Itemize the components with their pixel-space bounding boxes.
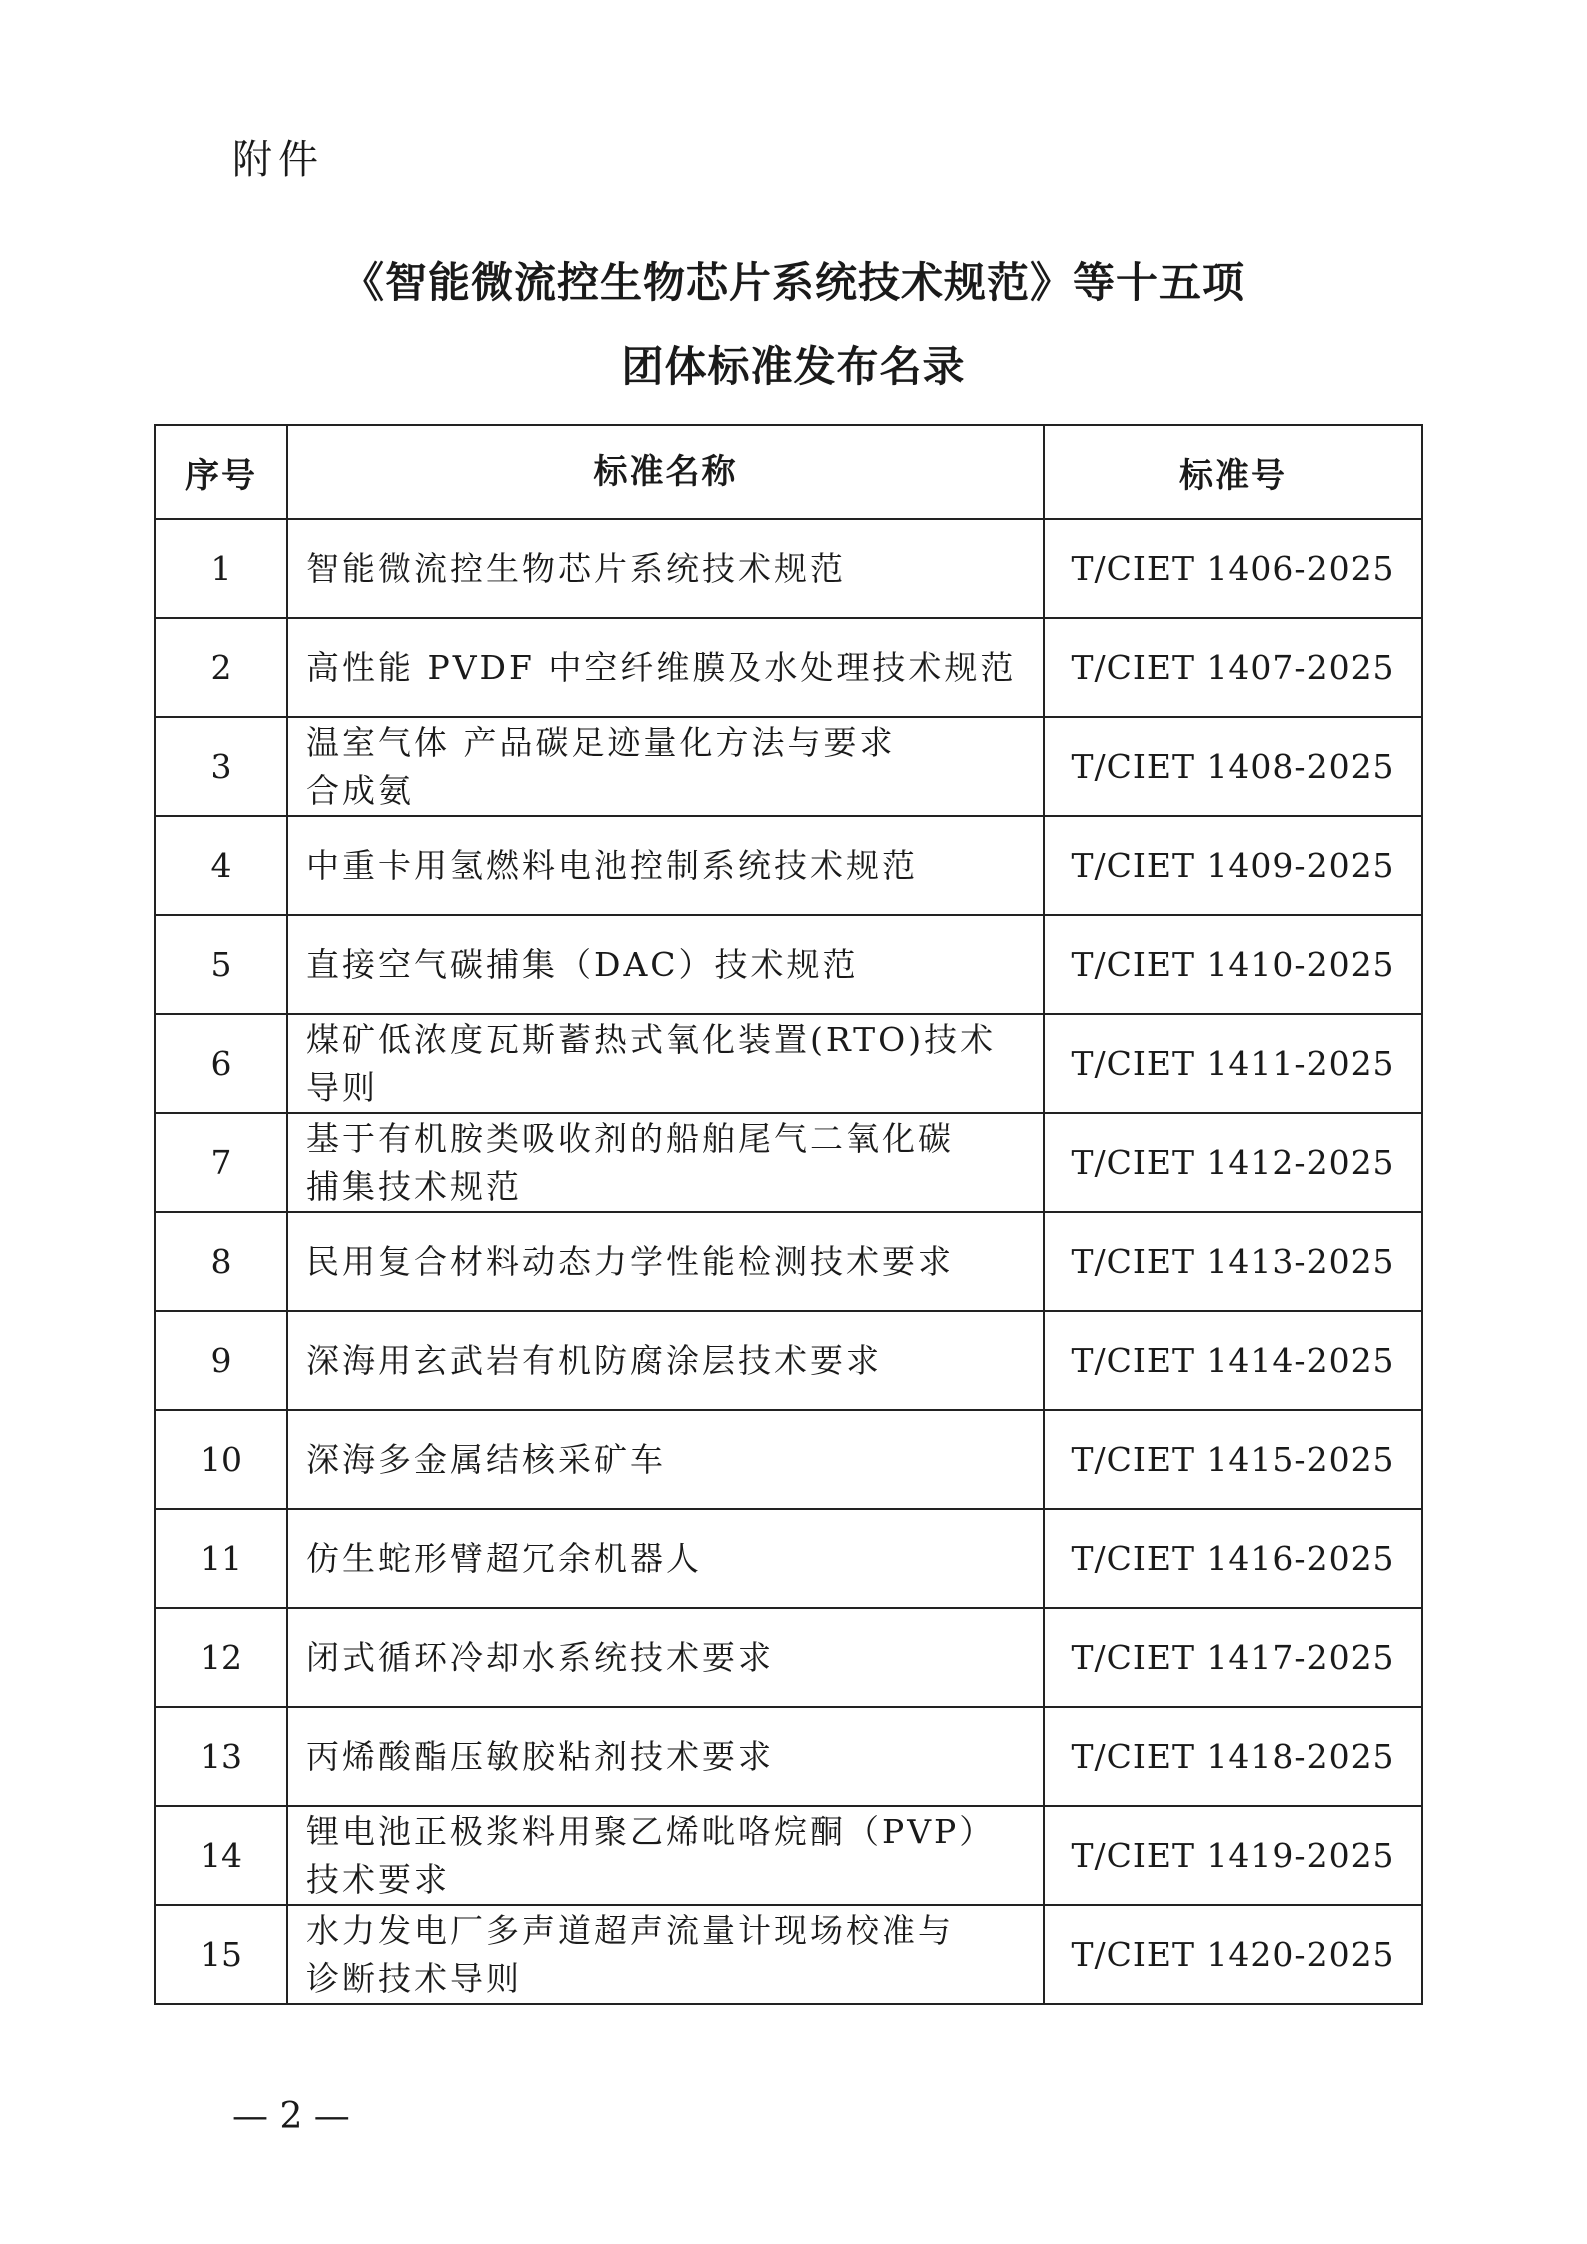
row-seq: 15 <box>155 1905 287 2004</box>
standards-table <box>154 424 1423 2005</box>
row-seq: 11 <box>155 1509 287 1608</box>
table-row <box>155 1410 1422 1509</box>
row-standard-name <box>287 1311 1044 1410</box>
row-standard-name <box>287 1410 1044 1509</box>
table-row <box>155 1608 1422 1707</box>
standard-name-line: 锂电池正极浆料用聚乙烯吡咯烷酮（PVP） <box>306 1811 996 1851</box>
row-standard-code: T/CIET 1409-2025 <box>1044 816 1422 915</box>
row-standard-code: T/CIET 1408-2025 <box>1044 717 1422 816</box>
row-standard-code: T/CIET 1413-2025 <box>1044 1212 1422 1311</box>
row-seq: 7 <box>155 1113 287 1212</box>
standard-name-line: 诊断技术导则 <box>306 1958 522 1998</box>
row-standard-code: T/CIET 1415-2025 <box>1044 1410 1422 1509</box>
standard-name-line: 中重卡用氢燃料电池控制系统技术规范 <box>306 845 918 885</box>
table-row <box>155 618 1422 717</box>
header-code: 标准号 <box>1044 425 1422 519</box>
row-standard-name <box>287 1014 1044 1113</box>
row-standard-code: T/CIET 1419-2025 <box>1044 1806 1422 1905</box>
row-seq: 8 <box>155 1212 287 1311</box>
table-row <box>155 816 1422 915</box>
table-body <box>155 519 1422 2004</box>
row-standard-name <box>287 1608 1044 1707</box>
row-standard-name <box>287 816 1044 915</box>
attachment-label: 附件 <box>232 137 324 183</box>
row-standard-name <box>287 1707 1044 1806</box>
row-standard-code: T/CIET 1417-2025 <box>1044 1608 1422 1707</box>
page-number: — 2 — <box>232 2096 350 2137</box>
row-standard-code: T/CIET 1407-2025 <box>1044 618 1422 717</box>
standard-name-line: 仿生蛇形臂超冗余机器人 <box>306 1538 702 1578</box>
row-standard-code: T/CIET 1420-2025 <box>1044 1905 1422 2004</box>
row-standard-code: T/CIET 1418-2025 <box>1044 1707 1422 1806</box>
row-standard-name <box>287 717 1044 816</box>
document-title-line1: 《智能微流控生物芯片系统技术规范》等十五项 <box>341 258 1245 307</box>
row-standard-code: T/CIET 1414-2025 <box>1044 1311 1422 1410</box>
standard-name-line: 捕集技术规范 <box>306 1166 522 1206</box>
document-title-line2: 团体标准发布名录 <box>621 342 966 391</box>
standard-name-line: 基于有机胺类吸收剂的船舶尾气二氧化碳 <box>306 1118 954 1158</box>
standard-name-line: 智能微流控生物芯片系统技术规范 <box>306 548 846 588</box>
standard-name-line: 温室气体 产品碳足迹量化方法与要求 <box>306 722 896 762</box>
standard-name-line: 合成氨 <box>306 770 414 810</box>
standard-name-line: 深海用玄武岩有机防腐涂层技术要求 <box>306 1340 882 1380</box>
standard-name-line: 闭式循环冷却水系统技术要求 <box>306 1637 774 1677</box>
row-standard-name <box>287 519 1044 618</box>
header-name: 标准名称 <box>287 425 1044 519</box>
table-row <box>155 1905 1422 2004</box>
row-seq: 4 <box>155 816 287 915</box>
row-seq: 14 <box>155 1806 287 1905</box>
standard-name-line: 水力发电厂多声道超声流量计现场校准与 <box>306 1910 954 1950</box>
row-standard-name <box>287 1806 1044 1905</box>
table-row <box>155 1311 1422 1410</box>
standard-name-line: 导则 <box>306 1067 378 1107</box>
table-row <box>155 519 1422 618</box>
row-seq: 2 <box>155 618 287 717</box>
table-row <box>155 1014 1422 1113</box>
row-seq: 6 <box>155 1014 287 1113</box>
table-row <box>155 1113 1422 1212</box>
row-seq: 10 <box>155 1410 287 1509</box>
table-row <box>155 717 1422 816</box>
row-seq: 13 <box>155 1707 287 1806</box>
row-standard-code: T/CIET 1411-2025 <box>1044 1014 1422 1113</box>
row-seq: 9 <box>155 1311 287 1410</box>
table-row <box>155 1509 1422 1608</box>
table-row <box>155 915 1422 1014</box>
table-header-row <box>155 425 1422 519</box>
row-standard-code: T/CIET 1412-2025 <box>1044 1113 1422 1212</box>
row-standard-name <box>287 1113 1044 1212</box>
row-standard-code: T/CIET 1416-2025 <box>1044 1509 1422 1608</box>
row-seq: 1 <box>155 519 287 618</box>
row-standard-name <box>287 1212 1044 1311</box>
table-row <box>155 1806 1422 1905</box>
standard-name-line: 丙烯酸酯压敏胶粘剂技术要求 <box>306 1736 774 1776</box>
standard-name-line: 煤矿低浓度瓦斯蓄热式氧化装置(RTO)技术 <box>306 1019 997 1059</box>
row-seq: 3 <box>155 717 287 816</box>
row-standard-code: T/CIET 1406-2025 <box>1044 519 1422 618</box>
row-standard-name <box>287 618 1044 717</box>
table-row <box>155 1212 1422 1311</box>
standard-name-line: 民用复合材料动态力学性能检测技术要求 <box>306 1241 954 1281</box>
standard-name-line: 深海多金属结核采矿车 <box>306 1439 666 1479</box>
table-row <box>155 1707 1422 1806</box>
row-standard-code: T/CIET 1410-2025 <box>1044 915 1422 1014</box>
standard-name-line: 技术要求 <box>306 1859 450 1899</box>
row-standard-name <box>287 915 1044 1014</box>
row-standard-name <box>287 1905 1044 2004</box>
standard-name-line: 直接空气碳捕集（DAC）技术规范 <box>306 944 859 984</box>
standard-name-line: 高性能 PVDF 中空纤维膜及水处理技术规范 <box>306 647 1017 687</box>
row-seq: 12 <box>155 1608 287 1707</box>
row-standard-name <box>287 1509 1044 1608</box>
header-seq: 序号 <box>155 425 287 519</box>
row-seq: 5 <box>155 915 287 1014</box>
